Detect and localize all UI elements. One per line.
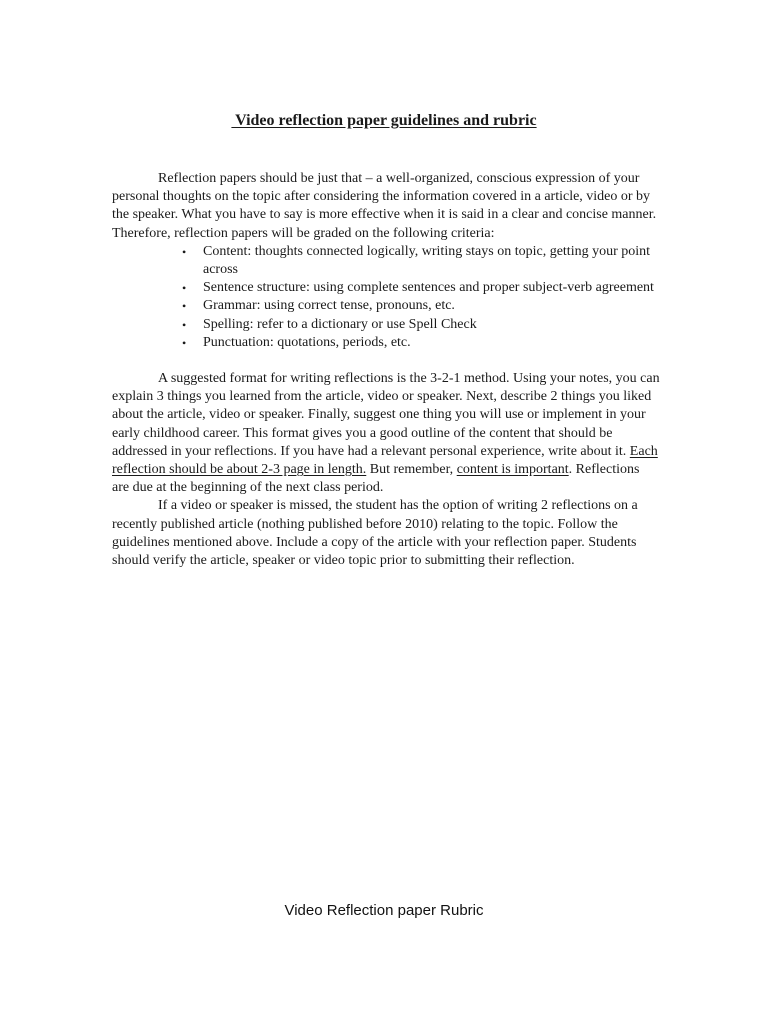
missed-video-paragraph: If a video or speaker is missed, the student has the option of writing 2 reflections on a recently published article (nothing published before 2010) relating to the topic. Follow the guidelines mentioned above. Include a copy of the article with your reflection paper. Students should verify the article, speaker or video topic prior to submitting their reflection. [112,498,638,569]
rubric-heading: Video Reflection paper Rubric [284,902,484,919]
criteria-item-sentence-structure: Sentence structure: using complete sentences and proper subject-verb agreement [203,280,654,296]
criteria-item-grammar: Grammar: using correct tense, pronouns, etc. [203,298,455,314]
format-text-before: A suggested format for writing reflections is the 3-2-1 method. Using your notes, you can explain 3 things you learned from the article, video or speaker. Next, describe 2 things you liked about the article, video or speaker. Finally, suggest one thing you will use or implement in your early childhood career. This format gives you a good outline of the content that should be addressed in your reflections. If you have had a relevant personal experience, write about it. [112,371,660,459]
length-requirement-underlined: Each reflection should be about 2-3 page in length. [112,443,658,478]
bullet-icon: • [182,317,187,332]
criteria-list [112,243,660,352]
list-item [182,243,660,279]
list-item [182,297,660,315]
document-body [112,170,660,570]
page-title: Video reflection paper guidelines and rubric [231,112,537,129]
paragraph-gap [112,352,660,370]
content-important-underlined: content is important [456,462,569,478]
format-text-middle: But remember, [366,462,457,478]
bullet-icon: • [182,299,187,314]
criteria-item-content: Content: thoughts connected logically, writing stays on topic, getting your point across [203,243,651,278]
criteria-item-punctuation: Punctuation: quotations, periods, etc. [203,334,411,350]
list-item [182,334,660,352]
bullet-icon: • [182,335,187,350]
bullet-icon: • [182,244,187,259]
intro-paragraph: Reflection papers should be just that – a well-organized, conscious expression of your personal thoughts on the topic after considering the information covered in a article, video or by the speaker. What you have to say is more effective when it is said in a clear and concise manner. Therefore, reflection papers will be graded on the following criteria: [112,171,657,241]
list-item [182,316,660,334]
format-paragraph [112,370,660,497]
bullet-icon: • [182,281,187,296]
list-item [182,279,660,297]
criteria-item-spelling: Spelling: refer to a dictionary or use Spell Check [203,316,477,332]
format-text-after: . Reflections are due at the beginning of the next class period. [112,462,640,496]
